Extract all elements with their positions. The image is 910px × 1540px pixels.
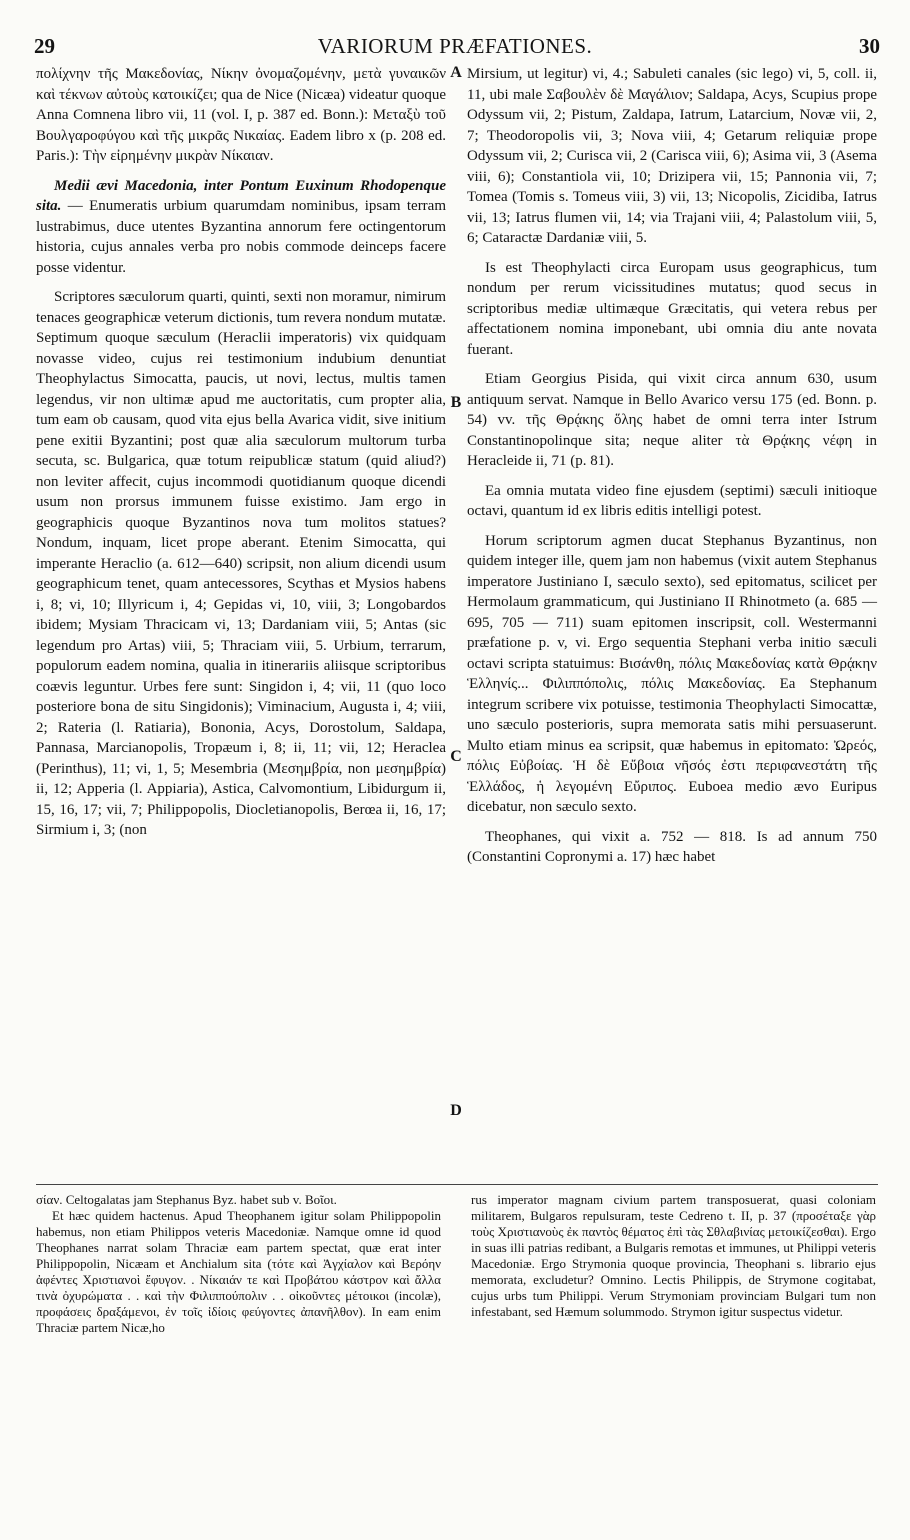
footnote-left (36, 1192, 441, 1336)
right-paragraph-2: Is est Theophylacti circa Europam usus geographicus, tum nondum per rerum vicissitudines mutatus; quod secus in scriptoribus mediæ ultimæque Græcitatis, qui vetera rebus per affectationem nomina imponebant, ubi omnia diu ante novata fuerant. (467, 259, 877, 358)
margin-marker-d: D (450, 1102, 462, 1119)
left-paragraph-1: πολίχνην τῆς Μακεδονίας, Νίκην ὀνομαζομένην, μετὰ γυναικῶν καὶ τέκνων αὐτοὺς κατοικίζει; qua de Nice (Nicæa) videatur quoque Anna Comnena libro vii, 11 (vol. I, p. 387 ed. Bonn.): Μεταξὺ τοῦ Βουλγαροφύγου καὶ τῆς μικρᾶς Νικαίας. Eadem libro x (p. 208 ed. Paris.): Τὴν εἰρημένην μικρὰν Νίκαιαν. (36, 66, 446, 164)
margin-marker-b: B (450, 394, 462, 411)
margin-marker-a: A (450, 64, 462, 81)
margin-marker-c: C (450, 748, 462, 765)
footnote-right-paragraph-1: rus imperator magnam civium partem transposuerat, quasi coloniam militarem, Bulgaros repulsuram, teste Cedreno t. II, p. 37 (προσέταξε γὰρ τοὺς Χριστιανοὺς ἐκ παντὸς θέματος ἐπὶ τὰς Σθλαβινίας μετοικίζεσθαι). Ergo in suas illi patrias redibant, a Bulgaris remotas et immunes, ut Philippi veteris Macedoniæ. Ergo Strymonia quoque provincia, Theophani s. librario ejus memorata, excludetur? Omnino. Lectis Philippis, de Strymone cogitabat, cujus urbs tum Philippi. Verum Strymoniam provinciam Bulgari tum non infestabant, sed Hæmum solummodo. Strymon igitur suspectus videtur. (471, 1192, 876, 1319)
left-paragraph-3: Scriptores sæculorum quarti, quinti, sexti non moramur, nimirum tenaces geographicæ veterum dictionis, tum revera nondum mutatæ. Septimum quoque sæculum (Heraclii imperatoris) vix quidquam novasse video, cujus rei testimonium indubium denuntiat Theophylactus Simocatta, paucis, ut novi, lectus, multis tamen legendus, vir non ultimæ apud me auctoritatis, cum propter alia, tum eam ob causam, quod vita ejus bella Avarica vidit, sive initium pene exitii Byzantini; post quæ alia sæculorum multorum turba secuta, sc. Bulgarica, quæ totum reipublicæ statum (quid aliud?) non leviter affecit, cujus incommodi quotidianum quoque dicendi usum non prorsus immunem fuisse existimo. Jam ergo in geographicis quoque Byzantinos nova tum molitos statues? Nondum, inquam, licet prope aberant. Etenim Simocatta, qui imperante Heraclio (a. 612—640) scripsit, non alium dicendi usum geographicum tenet, quam antecessores, Scythas et Mysios habens i, 8; vi, 10; Illyricum i, 4; Gepidas vi, 10, viii, 3; Longobardos ibidem; Mysiam Thracicam vi, 13; Dardaniam viii, 5; Antas (sic legendum pro Artas) viii, 5; Thraciam viii, 5. Urbium, terrarum, populorum eadem nomina, qualia in itinerariis aliisque scriptoribus coævis leguntur. Urbes fere sunt: Singidon i, 4; vii, 11 (quo loco posteriore bona de situ Singidonis); Viminacium, Augusta i, 4; viii, 2; Rateria (l. Ratiaria), Bononia, Acys, Dorostolum, Saldapa, Pannasa, Marcianopolis, Tropæum i, 8; ii, 11; vii, 12; Heraclea (Perinthus), 11; vi, 1, 5; Mesembria (Μεσημβρία, non μεσημβρία) ii, 12; Apperia (l. Appiaria), Astica, Calvomontium, Libidurgum ii, 15, 16, 17; vii, 7; Philippopolis, Diocletianopolis, Berœa ii, 16, 17; Sirmium i, 3; (non (36, 289, 446, 838)
page-number-right: 30 (859, 34, 880, 58)
footnote-divider (36, 1184, 878, 1185)
right-column (467, 64, 877, 868)
page-number-left: 29 (34, 34, 55, 58)
right-paragraph-5: Horum scriptorum agmen ducat Stephanus Byzantinus, non quidem integer ille, quem jam non habemus (vixit autem Stephanus imperatore Justiniano I, sæculo sexto), sed epitomatus, scilicet per Hermolaum grammaticum, qui Justiniano II Rhinotmeto (a. 685 — 695, 705 — 711) suam epitomen inscripsit, coll. Westermanni præfatione p. v, vi. Ergo sequentia Stephani verba initio sæculi octavi scripta statuimus: Βισάνθη, πόλις Μακεδονίας κατὰ Θρᾴκην Ἑλληνίς... Φιλιππόπολις, πόλις Μακεδονίας. Ea Stephanum integrum scribere vix potuisse, testimonia Theophylacti Simocattæ, uno sæculo posterioris, supra memorata satis mihi persuaserunt. Multo etiam minus ea scripsit, quæ habemus in epitomato: Ὠρεός, πόλις Εὐβοίας. Ἡ δὲ Εὔβοια νῆσός ἐστι περιφανεστάτη τῆς Ἑλλάδος, ἡ λεγομένη Εὔριπος. Euboea medio ævo Euripus dicebatur, non sæculo sexto. (467, 532, 877, 815)
right-paragraph-6: Theophanes, qui vixit a. 752 — 818. Is ad annum 750 (Constantini Copronymi a. 17) hæc habet (467, 828, 877, 865)
running-head (0, 34, 910, 60)
right-paragraph-3: Etiam Georgius Pisida, qui vixit circa annum 630, usum antiquum servat. Namque in Bello Avarico versu 175 (ed. Bonn. p. 54) vv. τῆς Θρᾴκης ὅλης habet de omni terra inter Istrum Constantinopolinque sita; neque aliter τὰ Θρᾴκης νέφη in Heracleide ii, 71 (p. 81). (467, 371, 877, 469)
running-title: VARIORUM PRÆFATIONES. (317, 34, 593, 58)
left-column (36, 64, 446, 841)
left-paragraph-2 (36, 176, 446, 279)
right-paragraph-1: Mirsium, ut legitur) vi, 4.; Sabuleti canales (sic lego) vi, 5, coll. ii, 11, ubi male Σαβουλὲν δὲ Μαγάλιον; Saldapa, Acys, Scupius prope Odyssum vii, 2; Pistum, Zaldapa, Iatrum, Latarcium, Novæ vii, 2, 7; Theodoropolis vii, 3; Nova viii, 4; Getarum reliquiæ prope Odyssum vii, 2; Curisca vii, 2 (Carisca viii, 6); Asima vii, 3 (Asema viii, 6); Constantiola vii, 10; Drizipera vii, 15; Pannonia vii, 7; Tomea (Tomis s. Tomeus viii, 3) vii, 13; Nicopolis, Zicidiba, Iatrus vii, 13; Iatrus flumen vii, 14; via Trajani viii, 4; Palastolum viii, 5, 6; Cataractæ Dardaniæ viii, 5. (467, 66, 877, 246)
footnote-left-paragraph-2: Et hæc quidem hactenus. Apud Theophanem igitur solam Philippopolin habemus, non etiam Philippos veteris Macedoniæ. Namque omne id quod Theophanes narrat solam Thraciæ eam partem spectat, quæ erat inter Philippopolin, Nicæam et Anchialum sita (τότε καὶ Ἀγχίαλον καὶ Βερόην ἀφέντες Χριστιανοὶ ἔφυγον. . Νίκαιάν τε καὶ Προβάτου κάστρον καὶ ἄλλα τινὰ ὀχυρώματα . . καὶ τὴν Φιλιππούπολιν . . οἰκοῦντες μέτοικοι (incolæ), προφάσεις δραξάμενοι, ἐν τοῖς ἰδίοις φεύγοντες ἀπανῆλθον). In eam enim Thraciæ partem Nicæ,ho (36, 1208, 441, 1335)
footnote-left-paragraph-1: σίαν. Celtogalatas jam Stephanus Byz. habet sub v. Βοῖοι. (36, 1192, 337, 1207)
section-heading: Medii ævi Macedonia, inter Pontum Euxinum Rhodopenque sita. (36, 177, 446, 214)
right-paragraph-4: Ea omnia mutata video fine ejusdem (septimi) sæculi initioque octavi, quantum id ex libris editis intelligi potest. (467, 482, 877, 519)
left-paragraph-2-text: — Enumeratis urbium quarumdam nominibus, ipsam terram lustrabimus, duce utentes Byzantina annorum fere octingentorum historia, cujus annales verba pro nobis commode deinceps facere posse videntur. (36, 198, 447, 276)
footnote-right (471, 1192, 876, 1320)
